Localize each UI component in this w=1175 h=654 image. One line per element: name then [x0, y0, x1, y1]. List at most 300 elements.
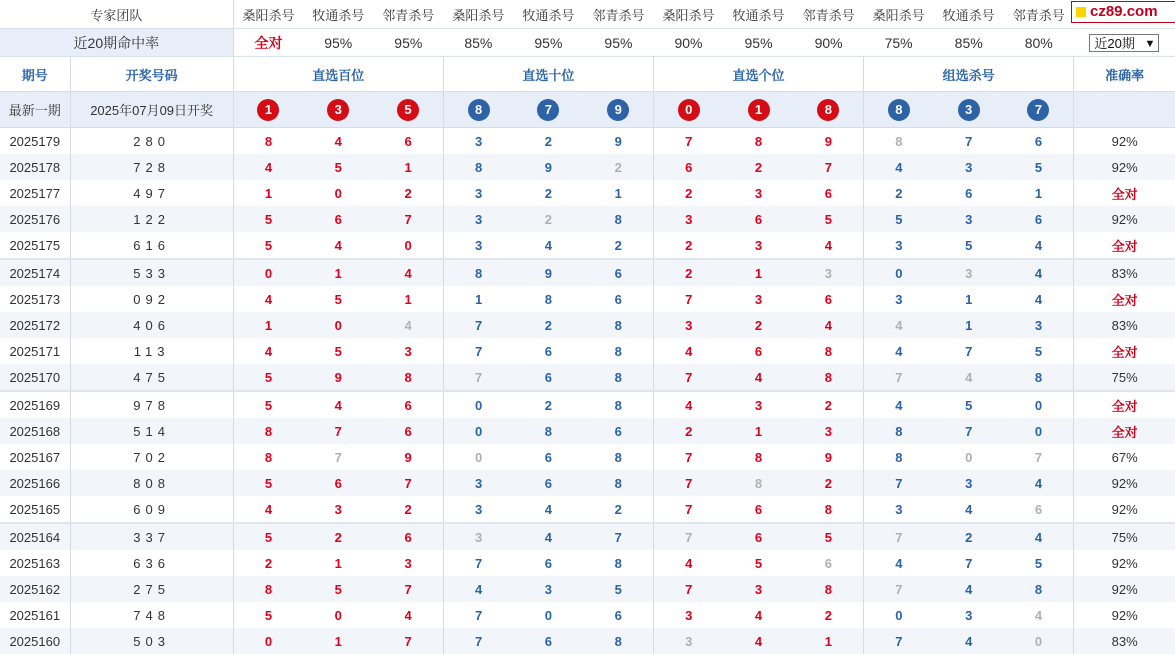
hit-rate-value: 95% [724, 29, 794, 57]
period-cell: 2025178 [0, 154, 70, 180]
kill-number-cell: 4 [544, 237, 553, 253]
kill-number-cell: 4 [724, 628, 794, 654]
kill-number-cell: 6 [614, 607, 622, 623]
kill-number-cell: 6 [373, 391, 443, 418]
hit-rate-value: 95% [513, 29, 583, 57]
kill-number-cell: 7 [1034, 449, 1043, 465]
accuracy-cell: 92% [1074, 206, 1175, 232]
kill-number-cell: 9 [513, 259, 583, 286]
kill-number-cell: 1 [724, 259, 794, 286]
kill-number-cell: 1 [965, 291, 973, 307]
kill-number-cell: 4 [824, 237, 832, 253]
kill-number-cell: 2 [583, 154, 653, 180]
kill-number-cell: 7 [864, 628, 934, 654]
kill-number-cell: 6 [513, 364, 583, 391]
table-row [0, 391, 1175, 418]
period-cell: 2025168 [0, 418, 70, 444]
kill-number-cell: 6 [513, 628, 583, 654]
latest-accuracy-cell [1074, 92, 1175, 128]
kill-number-cell: 5 [303, 576, 373, 602]
kill-number-cell: 1 [1034, 185, 1043, 201]
kill-number-cell: 3 [794, 418, 864, 444]
accuracy-header: 准确率 [1074, 57, 1175, 92]
accuracy-cell: 92% [1074, 154, 1175, 180]
kill-number-cell: 2 [513, 391, 583, 418]
kill-number-cell: 4 [373, 259, 443, 286]
accuracy-cell: 75% [1074, 364, 1175, 391]
kill-number-cell: 8 [824, 343, 832, 359]
kill-ball: 8 [468, 99, 490, 121]
period-cell: 2025171 [9, 343, 61, 359]
kill-number-cell: 8 [864, 128, 934, 155]
kill-ball: 3 [327, 99, 349, 121]
hit-rate-value: 95% [303, 29, 373, 57]
kill-number-cell: 2 [653, 259, 723, 286]
expert-name: 桑阳杀号 [864, 0, 934, 29]
kill-number-cell: 8 [824, 501, 832, 517]
kill-number-cell: 8 [583, 628, 653, 654]
kill-number-cell: 6 [513, 470, 583, 496]
latest-ball-cell [724, 92, 794, 128]
kill-number-cell: 2 [614, 501, 622, 517]
kill-number-cell: 7 [864, 576, 934, 602]
kill-number-cell: 4 [1034, 607, 1043, 623]
period-cell: 2025174 [0, 259, 70, 286]
brand-logo [1071, 1, 1175, 23]
kill-number-cell: 4 [1004, 470, 1074, 496]
period-cell: 2025170 [0, 364, 70, 391]
kill-number-cell: 3 [794, 259, 864, 286]
accuracy-cell: 全对 [1074, 180, 1175, 206]
period-range-value: 近20期 [1094, 35, 1135, 51]
expert-name: 邻青杀号 [1004, 0, 1074, 29]
draw-number-cell: 514 [70, 418, 233, 444]
kill-number-cell: 2 [544, 185, 553, 201]
hit-rate-value: 全对 [233, 29, 303, 57]
kill-number-cell: 7 [653, 496, 723, 523]
kill-ball: 1 [257, 99, 279, 121]
kill-number-cell: 6 [544, 555, 553, 571]
kill-number-cell: 4 [513, 523, 583, 550]
kill-number-cell: 4 [233, 154, 303, 180]
table-row [0, 232, 1175, 259]
kill-number-cell: 8 [443, 259, 513, 286]
kill-number-cell: 7 [653, 364, 723, 391]
kill-number-cell: 7 [443, 628, 513, 654]
kill-number-cell: 6 [544, 343, 553, 359]
kill-number-cell: 2 [724, 154, 794, 180]
kill-number-cell: 3 [443, 496, 513, 523]
kill-number-cell: 6 [1004, 206, 1074, 232]
kill-number-cell: 0 [233, 628, 303, 654]
kill-number-cell: 8 [583, 470, 653, 496]
accuracy-cell: 92% [1074, 550, 1175, 576]
kill-number-cell: 5 [965, 237, 973, 253]
kill-number-cell: 4 [864, 338, 934, 364]
kill-number-cell: 2 [934, 523, 1004, 550]
kill-number-cell: 1 [373, 154, 443, 180]
kill-number-cell: 7 [965, 555, 973, 571]
kill-number-cell: 6 [824, 555, 832, 571]
kill-number-cell: 6 [653, 154, 723, 180]
draw-number-cell: 616 [70, 232, 233, 259]
kill-number-cell: 6 [404, 133, 412, 149]
kill-number-cell: 7 [864, 364, 934, 391]
kill-number-cell: 1 [614, 185, 622, 201]
kill-number-cell: 5 [334, 343, 342, 359]
kill-number-cell: 3 [653, 602, 723, 628]
hit-rate-row [0, 29, 1175, 57]
kill-number-cell: 0 [864, 602, 934, 628]
kill-number-cell: 2 [303, 523, 373, 550]
kill-number-cell: 4 [724, 364, 794, 391]
kill-number-cell: 4 [233, 496, 303, 523]
kill-number-cell: 2 [653, 180, 723, 206]
accuracy-cell: 83% [1074, 259, 1175, 286]
latest-ball-cell [513, 92, 583, 128]
latest-ball-cell [864, 92, 934, 128]
kill-number-cell: 8 [443, 154, 513, 180]
kill-number-cell: 7 [653, 444, 723, 470]
kill-number-cell: 1 [794, 628, 864, 654]
kill-number-cell: 5 [233, 470, 303, 496]
kill-number-cell: 4 [934, 628, 1004, 654]
kill-number-cell: 4 [754, 607, 763, 623]
kill-number-cell: 4 [934, 576, 1004, 602]
kill-number-cell: 7 [653, 523, 723, 550]
kill-number-cell: 3 [443, 128, 513, 155]
kill-number-cell: 1 [233, 180, 303, 206]
hit-rate-value: 85% [934, 29, 1004, 57]
table-row [0, 259, 1175, 286]
table-row [0, 550, 1175, 576]
kill-number-cell: 2 [724, 312, 794, 338]
kill-number-cell: 3 [443, 180, 513, 206]
kill-number-cell: 6 [303, 470, 373, 496]
kill-number-cell: 0 [443, 418, 513, 444]
kill-number-cell: 0 [544, 607, 553, 623]
latest-date: 2025年07月09日开奖 [70, 92, 233, 128]
accuracy-cell: 83% [1074, 628, 1175, 654]
kill-number-cell: 5 [233, 232, 303, 259]
kill-number-cell: 0 [443, 391, 513, 418]
kill-number-cell: 5 [233, 206, 303, 232]
kill-number-cell: 3 [934, 470, 1004, 496]
kill-number-cell: 5 [794, 523, 864, 550]
kill-number-cell: 9 [824, 133, 832, 149]
kill-number-cell: 5 [303, 154, 373, 180]
kill-number-cell: 8 [864, 444, 934, 470]
accuracy-cell: 92% [1074, 496, 1175, 523]
kill-number-cell: 0 [334, 185, 342, 201]
kill-number-cell: 7 [443, 550, 513, 576]
latest-ball-cell [373, 92, 443, 128]
kill-number-cell: 8 [513, 418, 583, 444]
accuracy-cell: 全对 [1074, 391, 1175, 418]
draw-number-cell: 748 [70, 602, 233, 628]
kill-number-cell: 3 [443, 206, 513, 232]
expert-name: 牧通杀号 [303, 0, 373, 29]
kill-number-cell: 7 [443, 312, 513, 338]
kill-number-cell: 2 [513, 312, 583, 338]
kill-ball: 8 [817, 99, 839, 121]
expert-name: 邻青杀号 [794, 0, 864, 29]
kill-number-cell: 3 [653, 206, 723, 232]
kill-number-cell: 6 [373, 523, 443, 550]
kill-number-cell: 4 [443, 576, 513, 602]
kill-number-cell: 3 [443, 523, 513, 550]
hit-rate-value: 95% [373, 29, 443, 57]
kill-number-cell: 2 [653, 418, 723, 444]
kill-number-cell: 3 [1004, 312, 1074, 338]
kill-number-cell: 4 [653, 550, 723, 576]
kill-number-cell: 4 [544, 501, 553, 517]
kill-number-cell: 7 [373, 628, 443, 654]
kill-number-cell: 3 [443, 232, 513, 259]
period-cell: 2025167 [9, 449, 61, 465]
kill-number-cell: 7 [303, 418, 373, 444]
kill-number-cell: 7 [965, 133, 973, 149]
kill-number-cell: 6 [754, 501, 763, 517]
draw-number-cell: 728 [70, 154, 233, 180]
draw-number-cell: 337 [70, 523, 233, 550]
kill-number-cell: 0 [1004, 628, 1074, 654]
draw-number-cell: 702 [70, 444, 233, 470]
period-header: 期号 [0, 57, 70, 92]
kill-number-cell: 9 [303, 364, 373, 391]
logo-square-icon [1076, 7, 1086, 17]
kill-number-cell: 0 [864, 259, 934, 286]
kill-number-cell: 0 [965, 449, 973, 465]
kill-number-cell: 3 [864, 286, 934, 312]
table-row [0, 154, 1175, 180]
table-row [0, 523, 1175, 550]
kill-number-cell: 2 [794, 470, 864, 496]
kill-number-cell: 0 [334, 607, 342, 623]
hit-rate-value: 90% [653, 29, 723, 57]
hit-rate-label: 近20期命中率 [0, 29, 233, 57]
draw-number-cell: 122 [70, 206, 233, 232]
table-row [0, 628, 1175, 654]
kill-number-cell: 7 [653, 286, 723, 312]
kill-number-cell: 5 [334, 291, 342, 307]
kill-number-cell: 2 [544, 133, 553, 149]
kill-number-cell: 6 [583, 259, 653, 286]
kill-number-cell: 3 [724, 576, 794, 602]
kill-number-cell: 7 [934, 418, 1004, 444]
kill-number-cell: 6 [1034, 501, 1043, 517]
kill-number-cell: 6 [1034, 133, 1043, 149]
table-row [0, 312, 1175, 338]
kill-ball: 0 [678, 99, 700, 121]
kill-number-cell: 4 [934, 364, 1004, 391]
kill-ball: 7 [537, 99, 559, 121]
kill-number-cell: 7 [373, 576, 443, 602]
kill-number-cell: 4 [864, 550, 934, 576]
table-row [0, 444, 1175, 470]
table-row [0, 470, 1175, 496]
table-row [0, 496, 1175, 523]
latest-ball-cell [1004, 92, 1074, 128]
kill-number-cell: 1 [404, 291, 412, 307]
draw-number-cell: 533 [70, 259, 233, 286]
kill-number-cell: 4 [965, 501, 973, 517]
expert-name: 邻青杀号 [373, 0, 443, 29]
kill-number-cell: 9 [404, 449, 412, 465]
period-cell: 2025176 [0, 206, 70, 232]
kill-number-cell: 8 [373, 364, 443, 391]
period-cell: 2025162 [0, 576, 70, 602]
kill-number-cell: 1 [233, 312, 303, 338]
period-range-select[interactable] [1089, 34, 1159, 52]
latest-ball-cell [794, 92, 864, 128]
kill-number-cell: 3 [864, 232, 934, 259]
kill-number-cell: 3 [724, 391, 794, 418]
period-cell: 2025164 [0, 523, 70, 550]
accuracy-cell: 92% [1074, 602, 1175, 628]
kill-number-cell: 8 [1004, 364, 1074, 391]
kill-number-cell: 6 [724, 206, 794, 232]
latest-ball-cell [583, 92, 653, 128]
kill-number-cell: 8 [754, 449, 763, 465]
accuracy-cell: 92% [1074, 128, 1175, 155]
table-row [0, 286, 1175, 312]
kill-number-cell: 5 [754, 555, 763, 571]
kill-number-cell: 5 [233, 523, 303, 550]
latest-ball-cell [233, 92, 303, 128]
accuracy-cell: 全对 [1074, 286, 1175, 312]
draw-number-cell: 092 [70, 286, 233, 312]
kill-number-cell: 4 [303, 391, 373, 418]
table-row [0, 180, 1175, 206]
kill-number-cell: 4 [864, 391, 934, 418]
kill-number-cell: 6 [824, 185, 832, 201]
kill-number-cell: 4 [233, 286, 303, 312]
column-header-row [0, 57, 1175, 92]
kill-number-cell: 8 [794, 576, 864, 602]
accuracy-cell: 75% [1074, 523, 1175, 550]
kill-number-cell: 0 [303, 312, 373, 338]
kill-number-cell: 1 [334, 555, 342, 571]
latest-label: 最新一期 [0, 92, 70, 128]
kill-number-cell: 8 [233, 128, 303, 155]
kill-number-cell: 4 [653, 391, 723, 418]
kill-number-cell: 4 [864, 312, 934, 338]
kill-ball: 7 [1027, 99, 1049, 121]
accuracy-cell: 83% [1074, 312, 1175, 338]
kill-number-cell: 0 [1004, 418, 1074, 444]
latest-row [0, 92, 1175, 128]
table-row [0, 128, 1175, 155]
kill-number-cell: 3 [934, 154, 1004, 180]
kill-number-cell: 3 [864, 496, 934, 523]
kill-number-cell: 3 [404, 343, 412, 359]
kill-number-cell: 6 [824, 291, 832, 307]
kill-number-cell: 5 [1004, 154, 1074, 180]
kill-ball: 1 [748, 99, 770, 121]
expert-name: 桑阳杀号 [443, 0, 513, 29]
kill-number-cell: 3 [513, 576, 583, 602]
accuracy-cell: 92% [1074, 470, 1175, 496]
kill-number-cell: 3 [443, 470, 513, 496]
kill-number-cell: 0 [404, 237, 412, 253]
team-label: 专家团队 [0, 0, 233, 29]
kill-number-cell: 6 [583, 418, 653, 444]
kill-number-cell: 8 [544, 291, 553, 307]
kill-number-cell: 3 [754, 237, 763, 253]
kill-number-cell: 8 [864, 418, 934, 444]
kill-number-cell: 4 [233, 338, 303, 364]
kill-number-cell: 7 [965, 343, 973, 359]
table-row [0, 602, 1175, 628]
kill-number-cell: 3 [754, 185, 763, 201]
draw-number-cell: 808 [70, 470, 233, 496]
kill-number-cell: 7 [373, 470, 443, 496]
units-header: 直选个位 [653, 57, 863, 92]
accuracy-cell: 全对 [1074, 418, 1175, 444]
kill-number-cell: 2 [513, 206, 583, 232]
draw-number-cell: 406 [70, 312, 233, 338]
table-row [0, 576, 1175, 602]
kill-number-cell: 2 [794, 391, 864, 418]
kill-number-cell: 4 [1034, 237, 1043, 253]
hit-rate-value: 75% [864, 29, 934, 57]
latest-ball-cell [934, 92, 1004, 128]
kill-number-cell: 7 [864, 470, 934, 496]
period-cell: 2025169 [0, 391, 70, 418]
period-cell: 2025173 [9, 291, 61, 307]
kill-number-cell: 8 [233, 576, 303, 602]
brand-text: cz89.com [1090, 3, 1158, 20]
kill-number-cell: 2 [404, 185, 412, 201]
period-select-cell [1074, 29, 1175, 57]
expert-name: 邻青杀号 [583, 0, 653, 29]
hundreds-header: 直选百位 [233, 57, 443, 92]
kill-number-cell: 8 [614, 343, 622, 359]
kill-number-cell: 1 [303, 259, 373, 286]
draw-number-cell: 978 [70, 391, 233, 418]
kill-number-cell: 8 [724, 470, 794, 496]
kill-number-cell: 3 [934, 259, 1004, 286]
hit-rate-value: 80% [1004, 29, 1074, 57]
kill-number-cell: 8 [583, 312, 653, 338]
kill-ball: 5 [397, 99, 419, 121]
kill-number-cell: 8 [233, 444, 303, 470]
kill-number-cell: 4 [373, 312, 443, 338]
kill-number-cell: 9 [824, 449, 832, 465]
kill-number-cell: 8 [233, 418, 303, 444]
kill-number-cell: 0 [1004, 391, 1074, 418]
kill-number-cell: 7 [443, 364, 513, 391]
kill-number-cell: 2 [233, 550, 303, 576]
kill-number-cell: 4 [864, 154, 934, 180]
kill-ball: 9 [607, 99, 629, 121]
kill-number-cell: 5 [794, 206, 864, 232]
period-cell: 2025175 [9, 237, 61, 253]
kill-number-cell: 4 [404, 607, 412, 623]
kill-number-cell: 6 [303, 206, 373, 232]
kill-number-cell: 4 [1004, 523, 1074, 550]
kill-number-cell: 3 [404, 555, 412, 571]
kill-number-cell: 7 [653, 576, 723, 602]
kill-number-cell: 7 [653, 128, 723, 155]
latest-ball-cell [653, 92, 723, 128]
accuracy-cell: 全对 [1074, 338, 1175, 364]
latest-ball-cell [443, 92, 513, 128]
kill-number-cell: 7 [653, 470, 723, 496]
period-cell: 2025172 [0, 312, 70, 338]
expert-row [0, 0, 1175, 29]
